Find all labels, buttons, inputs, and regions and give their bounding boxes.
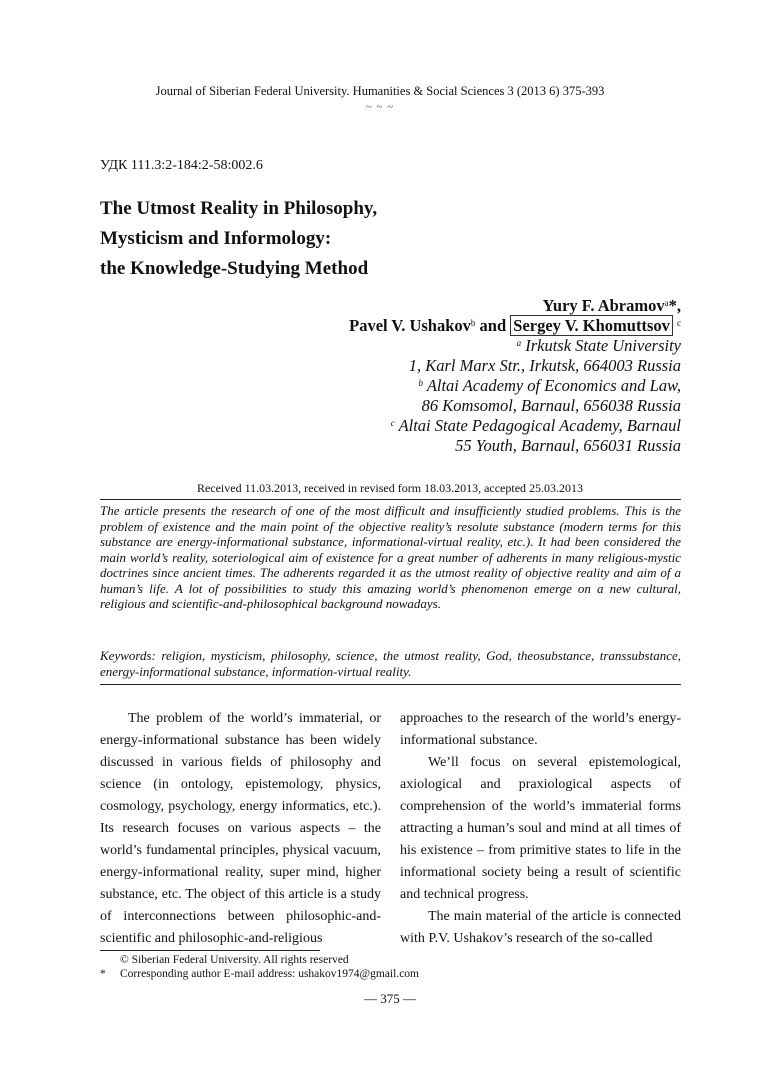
abstract-text: The article presents the research of one of the most difficult and insufficiently studied problems. This is the problem of existence and the main point of the objective reality’s resolute substance (modern terms for this substance are energy-informational substance, informational-virtual reality, etc.). It had been considered the main world’s reality, soteriological aim of existence for a great number of adherents in many religious-mystic doctrines since ancient times. The adherents regarded it as the utmost reality of objective reality and aim of a human’s life. A lot of possibilities to study this amazing world’s phenomenon emerge on a new cultural, religious and scientific-and-philosophical background nowadays. [100,503,681,611]
author-abramov-tail: *, [668,296,681,315]
body-column-left [100,708,381,950]
title-line-2: Mysticism and Informology: [100,228,332,249]
header-ornament: ~ ~ ~ [365,101,395,113]
received-dates: Received 11.03.2013, received in revised form 18.03.2013, accepted 25.03.2013 [196,481,584,495]
author-khomuttsov-sup: c [677,318,681,328]
title-line-1: The Utmost Reality in Philosophy, [100,198,378,219]
body-paragraph: The main material of the article is connected with P.V. Ushakov’s research of the so-called [400,909,681,946]
author-khomuttsov[interactable]: Sergey V. Khomuttsov [510,315,673,336]
body-paragraph: We’ll focus on several epistemological, axiological and praxiological aspects of comprehension of the world’s immaterial forms attracting a human’s soul and mind at all times of his existence – from primitive states to life in the informational society being a result of scientific and technical progress. [400,755,681,902]
affiliation-a [349,336,681,376]
affiliation-b-sup: b [418,378,423,388]
abstract-top-rule [100,499,681,500]
author-abramov: Yury F. Abramov [542,296,665,315]
footnote-copyright-text: © Siberian Federal University. All rights reserved [120,954,349,966]
footnote-email: Corresponding author E-mail address: ushakov1974@gmail.com [120,968,419,980]
title-line-3: the Knowledge-Studying Method [100,258,369,279]
udk-code: УДК 111.3:2-184:2-58:002.6 [100,158,263,173]
footnote-rule [100,950,320,951]
article-title [100,194,377,284]
affiliation-b-line-1: Altai Academy of Economics and Law, [426,376,681,395]
affiliation-b [349,376,681,416]
author-and: and [475,316,511,335]
affiliation-b-line-2: 86 Komsomol, Barnaul, 656038 Russia [421,396,681,415]
author-line-1 [349,296,681,316]
affiliation-c-sup: c [390,418,395,428]
footnote-star: * [100,968,106,980]
author-ushakov-sup: b [470,318,476,328]
keywords-text: Keywords: religion, mysticism, philosophy, science, the utmost reality, God, theosubstance, transsubstance, energy-informational substance, information-virtual reality. [100,648,681,679]
affiliation-a-line-1: Irkutsk State University [525,336,681,355]
author-ushakov: Pavel V. Ushakov [349,316,471,335]
author-abramov-sup: a [664,298,669,308]
body-paragraph: The problem of the world’s immaterial, or energy-informational substance has been widely discussed in various fields of philosophy and science (in ontology, epistemology, physics, cosmology, psychology, energy informatics, etc.). Its research focuses on various aspects – the world’s fundamental principles, physical vacuum, energy-informational reality, super mind, higher substance, etc. The object of this article is a study of interconnections between philosophic-and-scientific and philosophic-and-religious [100,711,381,946]
affiliation-a-sup: a [516,338,522,348]
affiliation-c-line-2: 55 Youth, Barnaul, 656031 Russia [455,436,681,455]
affiliation-a-line-2: 1, Karl Marx Str., Irkutsk, 664003 Russia [408,356,681,375]
body-paragraph: approaches to the research of the world’s energy-informational substance. [400,711,681,748]
journal-header: Journal of Siberian Federal University. Humanities & Social Sciences 3 (2013 6) 375-393 [155,84,605,98]
affiliation-c [349,416,681,456]
abstract-bottom-rule [100,684,681,685]
body-column-right [400,708,681,950]
page-number: — 375 — [364,991,416,1006]
affiliation-c-line-1: Altai State Pedagogical Academy, Barnaul [398,416,681,435]
footnote-corresponding [100,967,700,981]
author-block [349,296,681,456]
author-line-2 [349,316,681,336]
footnote-copyright [100,953,700,967]
